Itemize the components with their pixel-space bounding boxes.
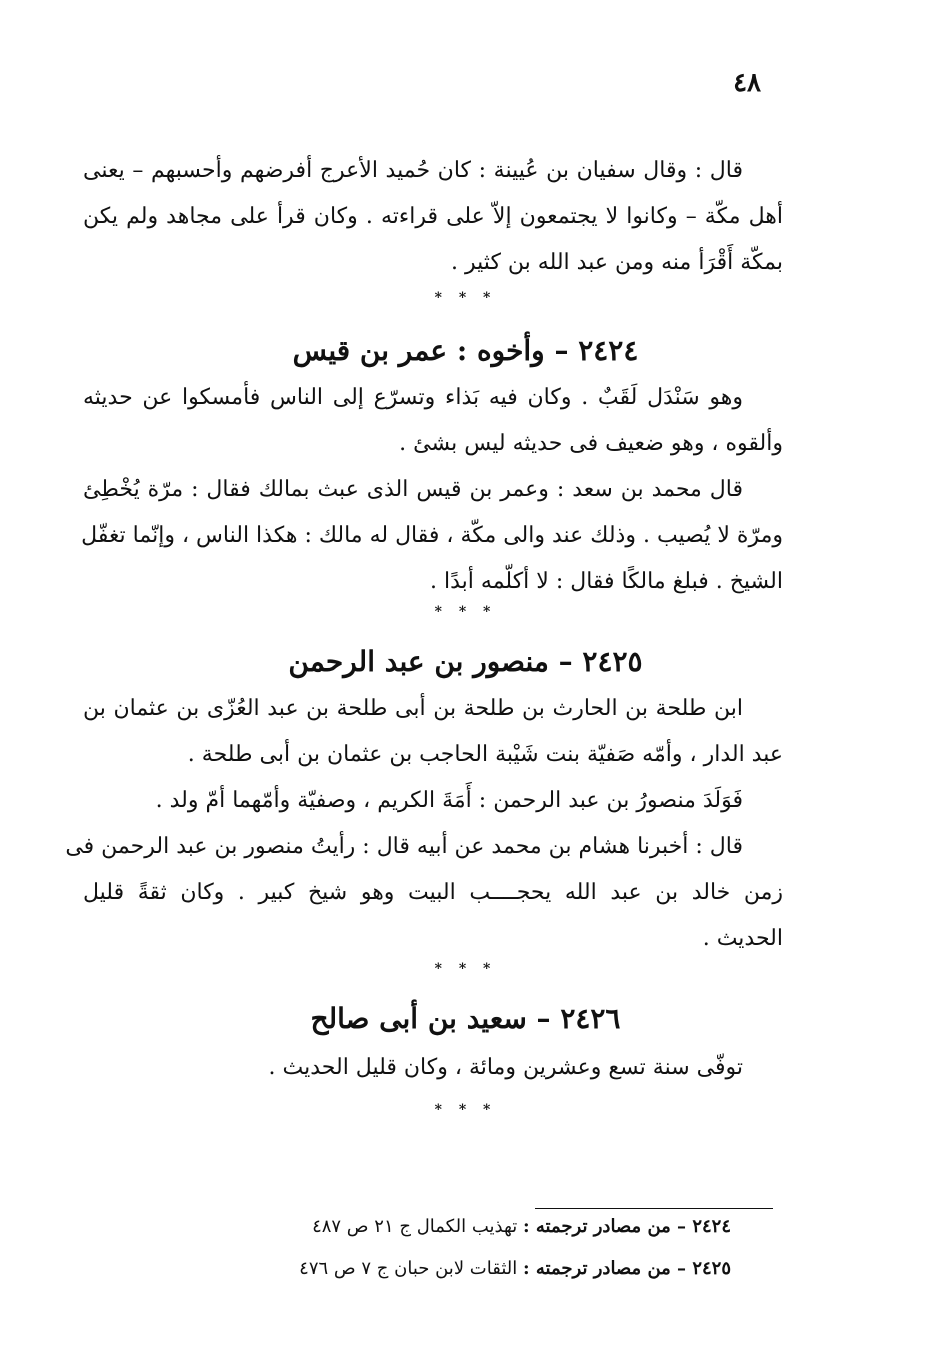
- text-line: وألقوه ، وهو ضعيف فى حديثه ليس بشئ .: [399, 431, 783, 456]
- text-line: ابن طلحة بن الحارث بن طلحة بن أبى طلحة بن عبد العُزّى بن عثمان بن: [83, 696, 743, 721]
- text-line: الحديث .: [702, 926, 783, 951]
- text-line: عبد الدار ، وأمّه صَفيّة بنت شَيْبة الحاجب بن عثمان بن أبى طلحة .: [187, 742, 783, 767]
- text-line: قال محمد بن سعد : وعمر بن قيس الذى عبث بمالك فقال : مرّة يُخْطِئ: [83, 477, 743, 502]
- entry-heading-2426: ٢٤٢٦ – سعيد بن أبى صالح: [310, 1002, 621, 1035]
- section-separator: * * *: [434, 290, 497, 306]
- footnote-text: الثقات لابن حبان ج ٧ ص ٤٧٦: [299, 1258, 518, 1279]
- text-line: بمكّة أَقْرَأ منه ومن عبد الله بن كثير .: [451, 250, 783, 275]
- footnote-divider: [535, 1208, 773, 1209]
- text-line: زمن خالد بن عبد الله يحجــــب البيت وهو شيخ كبير . وكان ثقةً قليل: [83, 880, 783, 905]
- footnote-2425: [299, 1258, 731, 1279]
- text-line: الشيخ . فبلغ مالكًا فقال : لا أكلّمه أبدًا .: [430, 569, 783, 594]
- footnote-label: ٢٤٢٤ – من مصادر ترجمته :: [523, 1216, 731, 1237]
- entry-body-2424: [83, 375, 783, 605]
- section-separator: * * *: [434, 1102, 497, 1118]
- text-line: قال : وقال سفيان بن عُيينة : كان حُميد الأعرج أفرضهم وأحسبهم – يعنى: [83, 158, 743, 183]
- entry-body-2426: [83, 1045, 783, 1091]
- entry-body-2425: [65, 686, 783, 962]
- section-separator: * * *: [434, 961, 497, 977]
- footnote-2424: [312, 1216, 731, 1237]
- text-line: فَوَلَدَ منصورُ بن عبد الرحمن : أَمَةَ الكريم ، وصفيّة وأمّهما أمّ ولد .: [155, 788, 743, 813]
- text-line: قال : أخبرنا هشام بن محمد عن أبيه قال : رأيتُ منصور بن عبد الرحمن فى: [65, 834, 743, 859]
- text-line: وهو سَنْدَل لَقَبٌ . وكان فيه بَذاء وتسرّع إلى الناس فأمسكوا عن حديثه: [83, 385, 743, 410]
- text-line: أهل مكّة – وكانوا لا يجتمعون إلاّ على قراءته . وكان قرأ على مجاهد ولم يكن: [83, 204, 783, 229]
- text-line: ومرّة لا يُصيب . وذلك عند والى مكّة ، فقال له مالك : هكذا الناس ، وإنّما تغفّل: [81, 523, 783, 548]
- footnote-label: ٢٤٢٥ – من مصادر ترجمته :: [523, 1258, 731, 1279]
- text-line: توفّى سنة تسع وعشرين ومائة ، وكان قليل الحديث .: [268, 1055, 743, 1080]
- intro-paragraph: [83, 148, 783, 286]
- page-number: ٤٨: [733, 68, 761, 98]
- footnote-text: تهذيب الكمال ج ٢١ ص ٤٨٧: [312, 1216, 518, 1237]
- entry-heading-2425: ٢٤٢٥ – منصور بن عبد الرحمن: [288, 645, 643, 678]
- section-separator: * * *: [434, 604, 497, 620]
- entry-heading-2424: ٢٤٢٤ – وأخوه : عمر بن قيس: [292, 334, 639, 367]
